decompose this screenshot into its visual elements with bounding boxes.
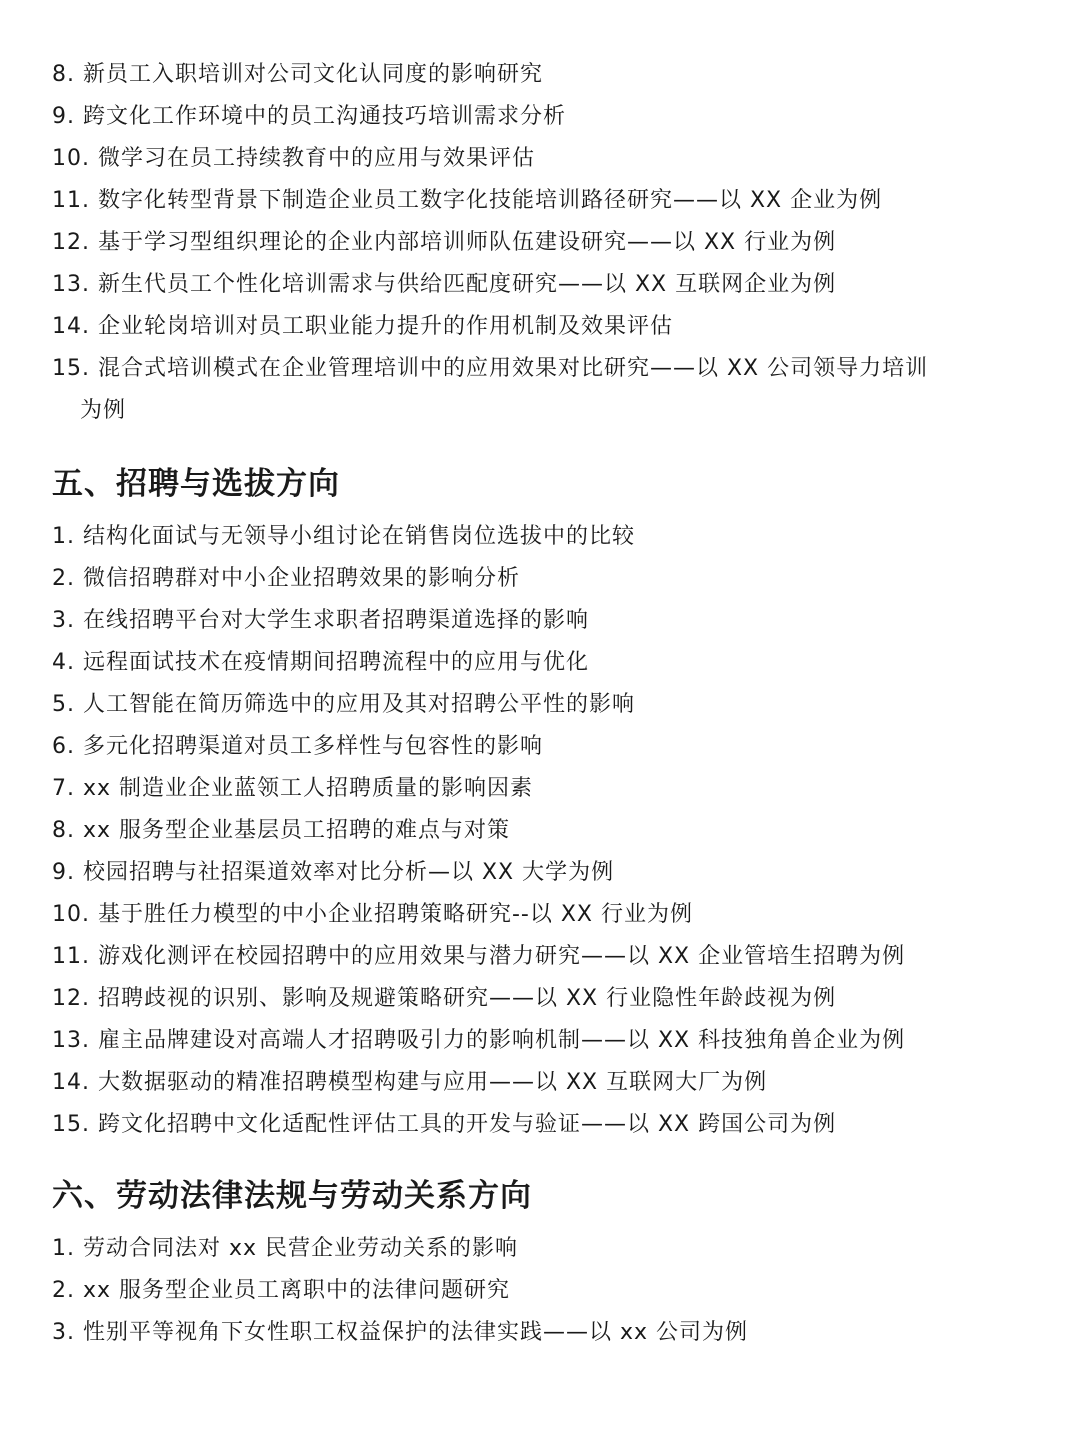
list-item: 9. 校园招聘与社招渠道效率对比分析—以 XX 大学为例	[52, 860, 615, 885]
list-item-15	[52, 348, 1042, 423]
list-item: 13. 雇主品牌建设对高端人才招聘吸引力的影响机制——以 XX 科技独角兽企业为例	[52, 1028, 906, 1053]
list-item: 11. 数字化转型背景下制造企业员工数字化技能培训路径研究——以 XX 企业为例	[52, 188, 883, 213]
list-item: 3. 性别平等视角下女性职工权益保护的法律实践——以 xx 公司为例	[52, 1320, 749, 1345]
list-item: 6. 多元化招聘渠道对员工多样性与包容性的影响	[52, 734, 543, 759]
list-item: 12. 招聘歧视的识别、影响及规避策略研究——以 XX 行业隐性年龄歧视为例	[52, 986, 837, 1011]
list-item: 2. xx 服务型企业员工离职中的法律问题研究	[52, 1278, 511, 1303]
list-item: 11. 游戏化测评在校园招聘中的应用效果与潜力研究——以 XX 企业管培生招聘为例	[52, 944, 906, 969]
list-item: 3. 在线招聘平台对大学生求职者招聘渠道选择的影响	[52, 608, 589, 633]
list-item-15-line2: 为例	[80, 398, 127, 423]
list-item: 9. 跨文化工作环境中的员工沟通技巧培训需求分析	[52, 104, 566, 129]
list-item: 7. xx 制造业企业蓝领工人招聘质量的影响因素	[52, 776, 534, 801]
list-item: 12. 基于学习型组织理论的企业内部培训师队伍建设研究——以 XX 行业为例	[52, 230, 837, 255]
list-item: 15. 跨文化招聘中文化适配性评估工具的开发与验证——以 XX 跨国公司为例	[52, 1112, 837, 1137]
list-item: 2. 微信招聘群对中小企业招聘效果的影响分析	[52, 566, 520, 591]
list-item: 14. 大数据驱动的精准招聘模型构建与应用——以 XX 互联网大厂为例	[52, 1070, 768, 1095]
list-item: 8. 新员工入职培训对公司文化认同度的影响研究	[52, 62, 543, 87]
list-item: 10. 基于胜任力模型的中小企业招聘策略研究--以 XX 行业为例	[52, 902, 693, 927]
list-item-15-line1: 15. 混合式培训模式在企业管理培训中的应用效果对比研究——以 XX 公司领导力培训	[52, 356, 929, 381]
list-item: 10. 微学习在员工持续教育中的应用与效果评估	[52, 146, 535, 171]
list-item: 5. 人工智能在简历筛选中的应用及其对招聘公平性的影响	[52, 692, 635, 717]
list-item: 1. 结构化面试与无领导小组讨论在销售岗位选拔中的比较	[52, 524, 635, 549]
list-item: 14. 企业轮岗培训对员工职业能力提升的作用机制及效果评估	[52, 314, 673, 339]
list-item: 4. 远程面试技术在疫情期间招聘流程中的应用与优化	[52, 650, 589, 675]
list-item: 1. 劳动合同法对 xx 民营企业劳动关系的影响	[52, 1236, 519, 1261]
section-heading-labor-law: 六、劳动法律法规与劳动关系方向	[52, 1178, 532, 1214]
section-heading-recruitment: 五、招聘与选拔方向	[52, 466, 340, 502]
list-item: 13. 新生代员工个性化培训需求与供给匹配度研究——以 XX 互联网企业为例	[52, 272, 837, 297]
list-item: 8. xx 服务型企业基层员工招聘的难点与对策	[52, 818, 511, 843]
